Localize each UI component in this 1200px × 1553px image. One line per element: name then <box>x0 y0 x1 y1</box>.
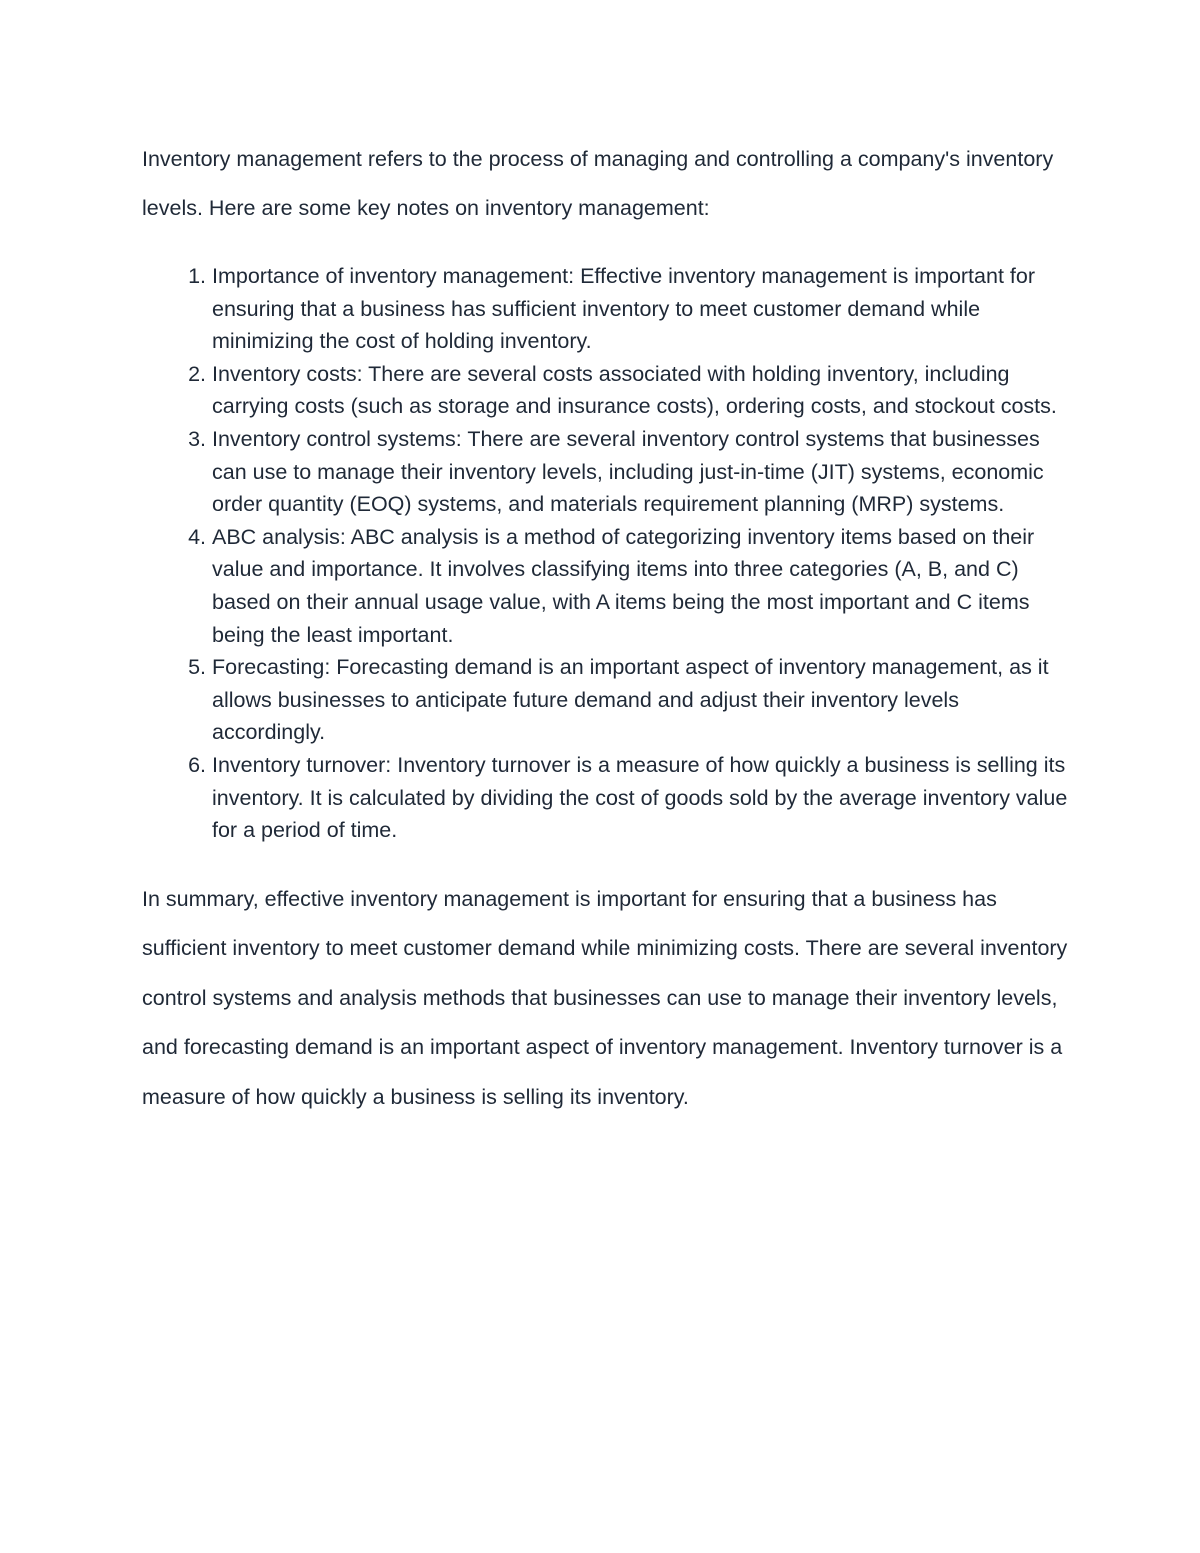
list-item: 6. Inventory turnover: Inventory turnover is a measure of how quickly a business is selling its inventory. It is calculated by dividing the cost of goods sold by the average inventory value for a period of time. <box>212 749 1072 847</box>
list-item: 1. Importance of inventory management: Effective inventory management is important for ensuring that a business has sufficient inventory to meet customer demand while minimizing the cost of holding inventory. <box>212 260 1072 358</box>
list-item: 4. ABC analysis: ABC analysis is a method of categorizing inventory items based on their value and importance. It involves classifying items into three categories (A, B, and C) based on their annual usage value, with A items being the most important and C items being the least important. <box>212 521 1072 651</box>
list-item: 2. Inventory costs: There are several costs associated with holding inventory, including carrying costs (such as storage and insurance costs), ordering costs, and stockout costs. <box>212 358 1072 423</box>
key-notes-list <box>142 260 1072 847</box>
document-body <box>142 135 1072 1122</box>
list-item: 3. Inventory control systems: There are several inventory control systems that businesses can use to manage their inventory levels, including just-in-time (JIT) systems, economic order quantity (EOQ) systems, and materials requirement planning (MRP) systems. <box>212 423 1072 521</box>
list-item: 5. Forecasting: Forecasting demand is an important aspect of inventory management, as it allows businesses to anticipate future demand and adjust their inventory levels accordingly. <box>212 651 1072 749</box>
intro-paragraph: Inventory management refers to the process of managing and controlling a company's inventory levels. Here are some key notes on inventory management: <box>142 147 1054 220</box>
summary-paragraph: In summary, effective inventory management is important for ensuring that a business has sufficient inventory to meet customer demand while minimizing costs. There are several inventory control systems and analysis methods that businesses can use to manage their inventory levels, and forecasting demand is an important aspect of inventory management. Inventory turnover is a measure of how quickly a business is selling its inventory. <box>142 886 1068 1109</box>
